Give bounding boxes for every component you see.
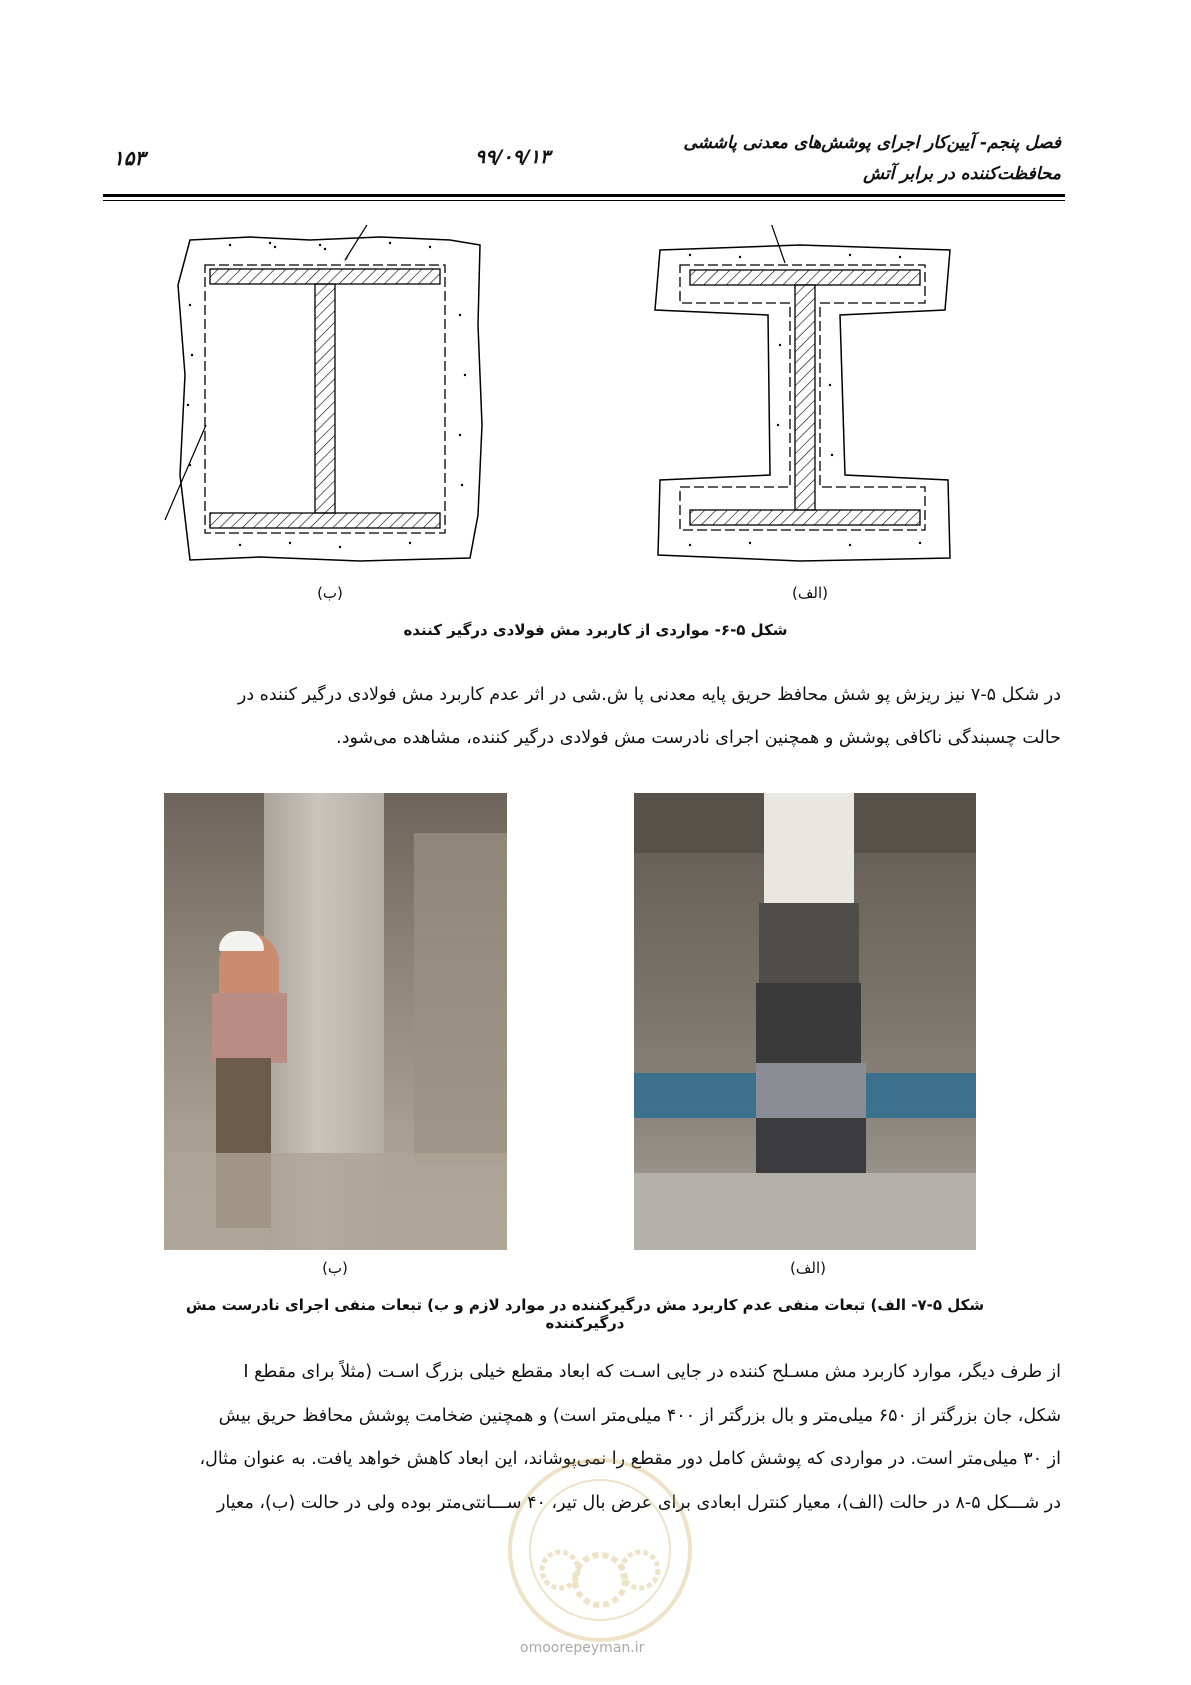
paragraph2-line4: در شـــکل ۵-۸ در حالت (الف)، معیار کنترل ابعادی برای عرض بال تیر، ۴۰ ســـانتی‌متر بوده ولی در حالت (ب)، معیار [216,1493,1061,1513]
figure6-caption: شکل ۵-۶- مواردی از کاربرد مش فولادی درگیر کننده [403,621,788,639]
header-date: ۹۹/۰۹/۱۳ [475,146,551,168]
photo-engineer-damaged-column [164,793,507,1250]
paragraph1-line2: حالت چسبندگی ناکافی پوشش و همچنین اجرای نادرست مش فولادی درگیر کننده، مشاهده می‌شود. [336,728,1061,748]
figure7-label-a: (الف) [790,1259,826,1277]
photo-fallen-coating-column [634,793,976,1250]
paragraph1-line1: در شکل ۵-۷ نیز ریزش پو شش محافظ حریق پایه معدنی پا ش.شی در اثر عدم کاربرد مش فولادی درگیر کننده در [237,685,1061,705]
paragraph2-line2: شکل، جان بزرگتر از ۶۵۰ میلی‌متر و بال بزرگتر از ۴۰۰ میلی‌متر است) و همچنین ضخامت پوشش محافظ حریق بیش [218,1406,1061,1426]
figure6-label-a: (الف) [792,584,828,602]
figure6-label-b: (ب) [317,584,343,602]
figure7-caption: شکل ۵-۷- الف) تبعات منفی عدم کاربرد مش درگیرکننده در موارد لازم و ب) تبعات منفی اجرای نادرست مش درگیرکننده [185,1296,985,1332]
paragraph2-line3: از ۳۰ میلی‌متر است. در مواردی که پوشش کامل دور مقطع را نمی‌پوشاند، این ابعاد کاهش خواهد یافت. به عنوان مثال، [199,1449,1061,1469]
box-encasement-mesh-diagram [160,225,500,565]
watermark-url: omoorepeyman.ir [520,1640,645,1656]
paragraph2-line1: از طرف دیگر، موارد کاربرد مش مسـلح کننده در جایی اسـت که ابعاد مقطع خیلی بزرگ اسـت (مثلاً برای مقطع I [243,1362,1061,1382]
figure7-label-b: (ب) [322,1259,348,1277]
watermark-seal [500,1450,700,1650]
header-rule-thin [103,200,1065,201]
chapter-title-line2: محافظت‌کننده در برابر آتش [863,164,1061,184]
page-number: ۱۵۳ [113,146,146,170]
chapter-title-line1: فصل پنجم- آیین‌کار اجرای پوشش‌های معدنی پاششی [683,133,1061,153]
header-rule [103,194,1065,197]
contour-encasement-mesh-diagram [650,225,960,565]
